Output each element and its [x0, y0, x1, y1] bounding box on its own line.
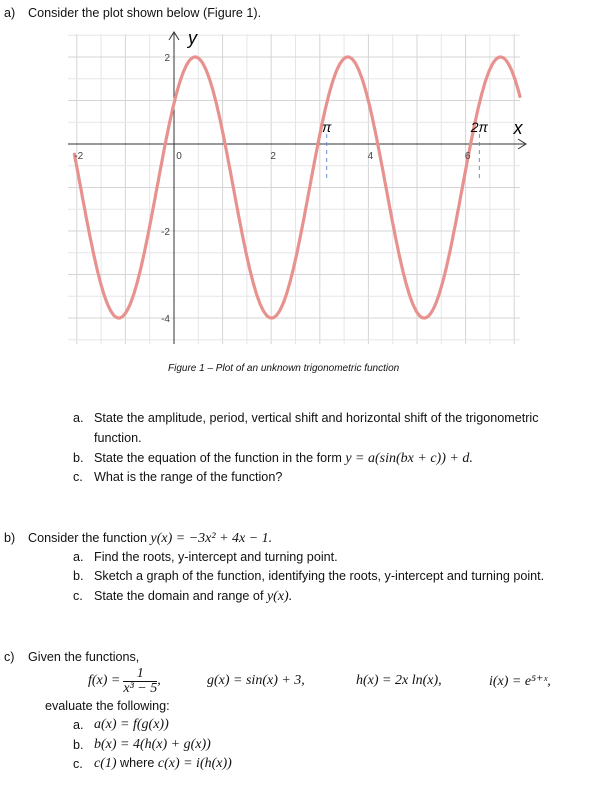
question-c-c-math: c(1): [94, 756, 117, 771]
figure-1-plot: [60, 26, 540, 356]
question-b-c-marker: c.: [73, 589, 83, 603]
part-b-marker: b): [4, 531, 16, 545]
question-a-a-text: State the amplitude, period, vertical shift and horizontal shift of the trigonometric: [94, 411, 539, 425]
question-c-b-marker: b.: [73, 738, 84, 752]
question-c-a-marker: a.: [73, 718, 84, 732]
f-numerator: 1: [123, 667, 157, 682]
part-a-marker: a): [4, 6, 16, 20]
figure-caption: Figure 1 – Plot of an unknown trigonometric function: [168, 363, 400, 374]
x-tick-label: 2: [270, 151, 276, 162]
question-a-a-cont: function.: [94, 431, 142, 445]
part-a-intro: Consider the plot shown below (Figure 1).: [28, 6, 262, 20]
y-tick-label: -2: [161, 227, 170, 238]
f-definition: [88, 664, 161, 698]
x-axis-label: x: [513, 118, 523, 138]
question-b-b-marker: b.: [73, 569, 84, 583]
evaluate-instruction: evaluate the following:: [45, 699, 170, 713]
question-c-b-math: b(x) = 4(h(x) + g(x)): [94, 737, 211, 752]
part-b-function: y(x) = −3x² + 4x − 1.: [150, 531, 273, 546]
question-c-c-line: [94, 756, 232, 771]
x-tick-label: 6: [464, 151, 471, 162]
question-a-b-equation: y = a(sin(bx + c)) + d.: [345, 451, 473, 466]
question-a-b-text: [94, 451, 473, 466]
y-axis-label: y: [188, 28, 197, 48]
f-comma: ,: [157, 673, 161, 688]
grid: [68, 34, 520, 344]
h-definition: h(x) = 2x ln(x),: [356, 673, 442, 688]
question-a-c-text: What is the range of the function?: [94, 470, 283, 484]
question-c-c-marker: c.: [73, 757, 83, 771]
i-definition: i(x) = e⁵⁺ˣ,: [489, 674, 551, 689]
f-lhs: f(x) =: [88, 673, 121, 688]
question-c-c-math2: c(x) = i(h(x)): [157, 756, 232, 771]
part-c-intro: Given the functions,: [28, 650, 140, 664]
x-tick-label: 0: [176, 151, 182, 162]
pi-label: π: [321, 119, 332, 135]
question-b-a-text: Find the roots, y-intercept and turning point.: [94, 550, 338, 564]
question-b-c-label: State the domain and range of: [94, 589, 264, 603]
tick-labels: [74, 53, 470, 325]
question-a-a-marker: a.: [73, 411, 84, 425]
f-denominator: x³ − 5: [123, 680, 158, 696]
part-c-marker: c): [4, 650, 15, 664]
question-c-a-math: a(x) = f(g(x)): [94, 717, 169, 732]
question-c-c-text: where: [116, 756, 158, 770]
part-b-intro: Consider the function: [28, 531, 148, 545]
y-tick-label: 2: [164, 53, 170, 64]
f-fraction: [123, 667, 157, 696]
y-tick-label: -4: [161, 314, 170, 325]
question-b-c-math: y(x).: [266, 589, 293, 604]
part-b-intro-line: [28, 531, 272, 546]
question-b-b-text: Sketch a graph of the function, identifying the roots, y-intercept and turning point.: [94, 569, 545, 583]
two-pi-label: 2π: [470, 119, 488, 135]
question-a-b-marker: b.: [73, 451, 84, 465]
question-a-b-label: State the equation of the function in the form: [94, 451, 342, 465]
x-tick-label: -2: [74, 151, 84, 162]
question-a-c-marker: c.: [73, 470, 83, 484]
g-definition: g(x) = sin(x) + 3,: [207, 673, 305, 688]
x-tick-label: 4: [367, 151, 374, 162]
question-b-a-marker: a.: [73, 550, 84, 564]
question-b-c-text: [94, 589, 292, 604]
